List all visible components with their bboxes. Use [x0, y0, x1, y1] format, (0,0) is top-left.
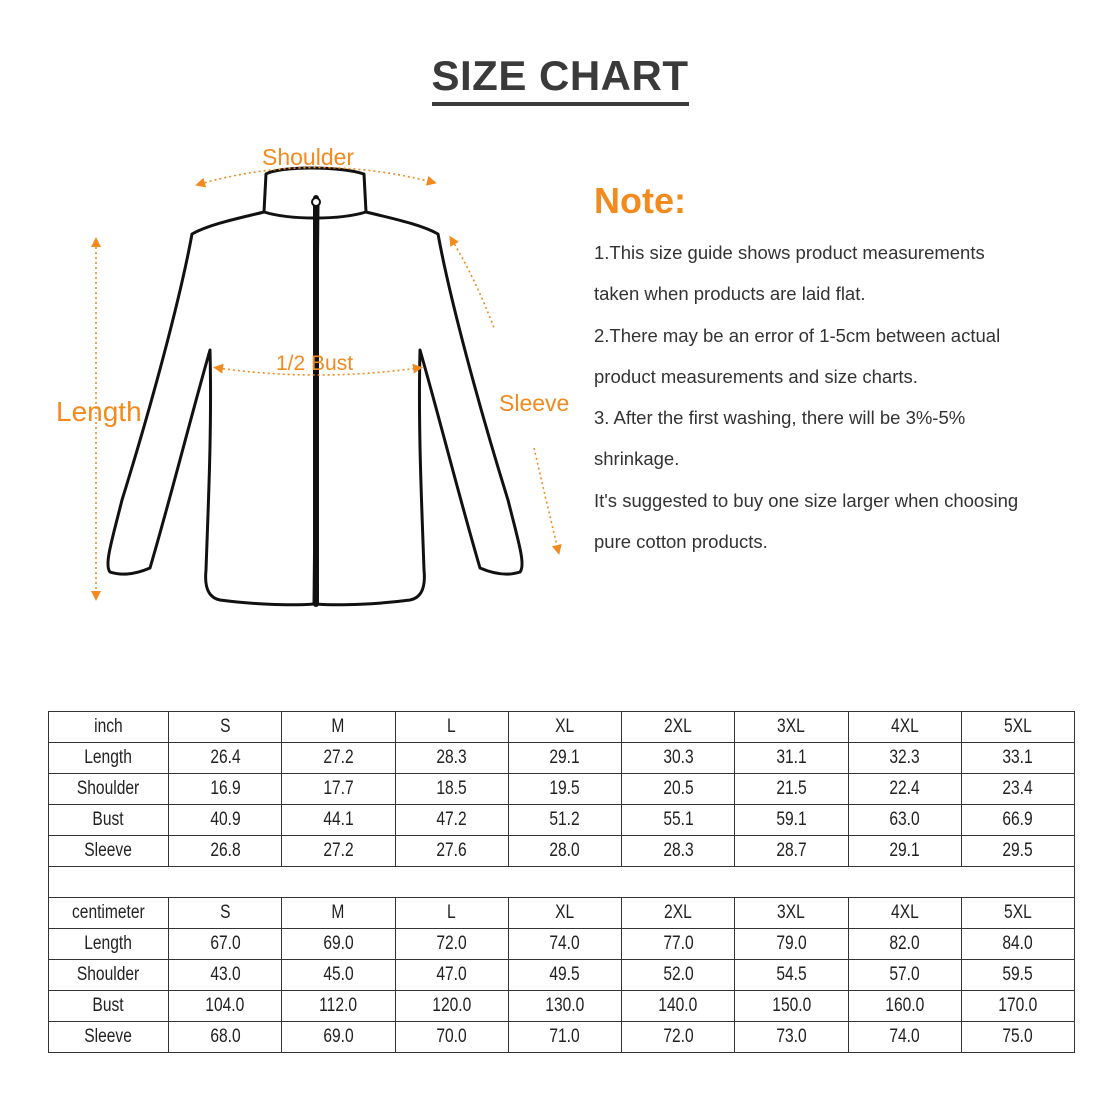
table-cell: 28.7	[735, 836, 848, 867]
jacket-diagram	[40, 130, 600, 630]
table-row	[49, 1022, 1075, 1053]
size-table	[48, 711, 1075, 1053]
note-line: 2.There may be an error of 1-5cm between actual	[594, 324, 1001, 346]
table-cell: 16.9	[169, 774, 282, 805]
table-spacer-row	[49, 867, 1075, 898]
table-cell: L	[395, 898, 508, 929]
table-cell: 28.3	[622, 836, 735, 867]
table-cell: M	[282, 898, 395, 929]
table-cell: 68.0	[169, 1022, 282, 1053]
table-cell: 28.0	[508, 836, 621, 867]
spacer-cell	[282, 867, 395, 898]
shoulder-label: Shoulder	[262, 144, 355, 170]
table-cell: 120.0	[395, 991, 508, 1022]
table-cell: 29.1	[508, 743, 621, 774]
table-header-row	[49, 712, 1075, 743]
table-cell: 69.0	[282, 929, 395, 960]
note-section	[594, 180, 1094, 562]
note-heading: Note:	[594, 180, 686, 221]
row-label-cell: Shoulder	[49, 960, 169, 991]
table-cell: 33.1	[961, 743, 1074, 774]
spacer-cell	[49, 867, 169, 898]
table-cell: 57.0	[848, 960, 961, 991]
row-label-cell: Length	[49, 929, 169, 960]
table-cell: M	[282, 712, 395, 743]
table-cell: 72.0	[622, 1022, 735, 1053]
table-cell: L	[395, 712, 508, 743]
table-cell: 4XL	[848, 712, 961, 743]
table-cell: 2XL	[622, 712, 735, 743]
table-cell: 5XL	[961, 712, 1074, 743]
table-cell: XL	[508, 898, 621, 929]
table-cell: 77.0	[622, 929, 735, 960]
table-row	[49, 743, 1075, 774]
table-cell: S	[169, 898, 282, 929]
table-cell: 27.6	[395, 836, 508, 867]
note-line: It's suggested to buy one size larger when choosing	[594, 489, 1019, 511]
spacer-cell	[961, 867, 1074, 898]
table-cell: 28.3	[395, 743, 508, 774]
table-cell: 160.0	[848, 991, 961, 1022]
note-line: taken when products are laid flat.	[594, 283, 866, 305]
table-cell: 27.2	[282, 836, 395, 867]
table-cell: 26.8	[169, 836, 282, 867]
table-cell: S	[169, 712, 282, 743]
table-row	[49, 960, 1075, 991]
spacer-cell	[169, 867, 282, 898]
table-cell: 3XL	[735, 898, 848, 929]
note-line: pure cotton products.	[594, 531, 768, 553]
table-cell: 32.3	[848, 743, 961, 774]
table-cell: 2XL	[622, 898, 735, 929]
table-cell: 26.4	[169, 743, 282, 774]
table-header-row	[49, 898, 1075, 929]
table-cell: 4XL	[848, 898, 961, 929]
spacer-cell	[735, 867, 848, 898]
table-cell: 74.0	[508, 929, 621, 960]
table-cell: 51.2	[508, 805, 621, 836]
table-row	[49, 836, 1075, 867]
spacer-cell	[848, 867, 961, 898]
table-cell: XL	[508, 712, 621, 743]
spacer-cell	[395, 867, 508, 898]
row-label-cell: Shoulder	[49, 774, 169, 805]
table-cell: 18.5	[395, 774, 508, 805]
note-line: 3. After the first washing, there will be 3%-5%	[594, 407, 966, 429]
table-cell: 52.0	[622, 960, 735, 991]
sleeve-label: Sleeve	[499, 390, 570, 416]
spacer-cell	[622, 867, 735, 898]
table-cell: 73.0	[735, 1022, 848, 1053]
jacket-illustration	[40, 130, 600, 630]
table-cell: 30.3	[622, 743, 735, 774]
row-label-cell: centimeter	[49, 898, 169, 929]
row-label-cell: Bust	[49, 805, 169, 836]
table-cell: 19.5	[508, 774, 621, 805]
table-cell: 150.0	[735, 991, 848, 1022]
table-cell: 20.5	[622, 774, 735, 805]
table-cell: 21.5	[735, 774, 848, 805]
row-label-cell: Sleeve	[49, 1022, 169, 1053]
row-label-cell: inch	[49, 712, 169, 743]
table-cell: 47.2	[395, 805, 508, 836]
row-label-cell: Length	[49, 743, 169, 774]
table-cell: 67.0	[169, 929, 282, 960]
table-cell: 79.0	[735, 929, 848, 960]
table-cell: 59.1	[735, 805, 848, 836]
table-row	[49, 991, 1075, 1022]
table-cell: 17.7	[282, 774, 395, 805]
table-cell: 66.9	[961, 805, 1074, 836]
table-cell: 140.0	[622, 991, 735, 1022]
note-line: 1.This size guide shows product measurements	[594, 242, 985, 263]
table-cell: 59.5	[961, 960, 1074, 991]
table-cell: 43.0	[169, 960, 282, 991]
row-label-cell: Bust	[49, 991, 169, 1022]
sleeve-arrow-upper	[452, 240, 494, 328]
table-cell: 130.0	[508, 991, 621, 1022]
table-cell: 104.0	[169, 991, 282, 1022]
table-cell: 69.0	[282, 1022, 395, 1053]
table-cell: 5XL	[961, 898, 1074, 929]
table-row	[49, 805, 1075, 836]
table-cell: 3XL	[735, 712, 848, 743]
table-cell: 74.0	[848, 1022, 961, 1053]
table-cell: 29.1	[848, 836, 961, 867]
table-cell: 170.0	[961, 991, 1074, 1022]
table-cell: 49.5	[508, 960, 621, 991]
table-cell: 40.9	[169, 805, 282, 836]
bust-label: 1/2 Bust	[276, 352, 354, 375]
table-cell: 44.1	[282, 805, 395, 836]
table-cell: 54.5	[735, 960, 848, 991]
table-cell: 75.0	[961, 1022, 1074, 1053]
spacer-cell	[508, 867, 621, 898]
table-row	[49, 774, 1075, 805]
note-line: product measurements and size charts.	[594, 365, 918, 387]
table-cell: 71.0	[508, 1022, 621, 1053]
sleeve-arrow-lower	[534, 448, 558, 550]
table-cell: 47.0	[395, 960, 508, 991]
table-cell: 82.0	[848, 929, 961, 960]
table-cell: 45.0	[282, 960, 395, 991]
table-cell: 23.4	[961, 774, 1074, 805]
page-title: SIZE CHART	[0, 52, 1120, 106]
table-cell: 112.0	[282, 991, 395, 1022]
length-label: Length	[56, 396, 142, 427]
table-cell: 72.0	[395, 929, 508, 960]
note-line: shrinkage.	[594, 448, 680, 470]
table-cell: 70.0	[395, 1022, 508, 1053]
table-cell: 55.1	[622, 805, 735, 836]
table-cell: 29.5	[961, 836, 1074, 867]
table-cell: 31.1	[735, 743, 848, 774]
table-row	[49, 929, 1075, 960]
table-cell: 22.4	[848, 774, 961, 805]
table-cell: 84.0	[961, 929, 1074, 960]
table-cell: 63.0	[848, 805, 961, 836]
row-label-cell: Sleeve	[49, 836, 169, 867]
table-cell: 27.2	[282, 743, 395, 774]
